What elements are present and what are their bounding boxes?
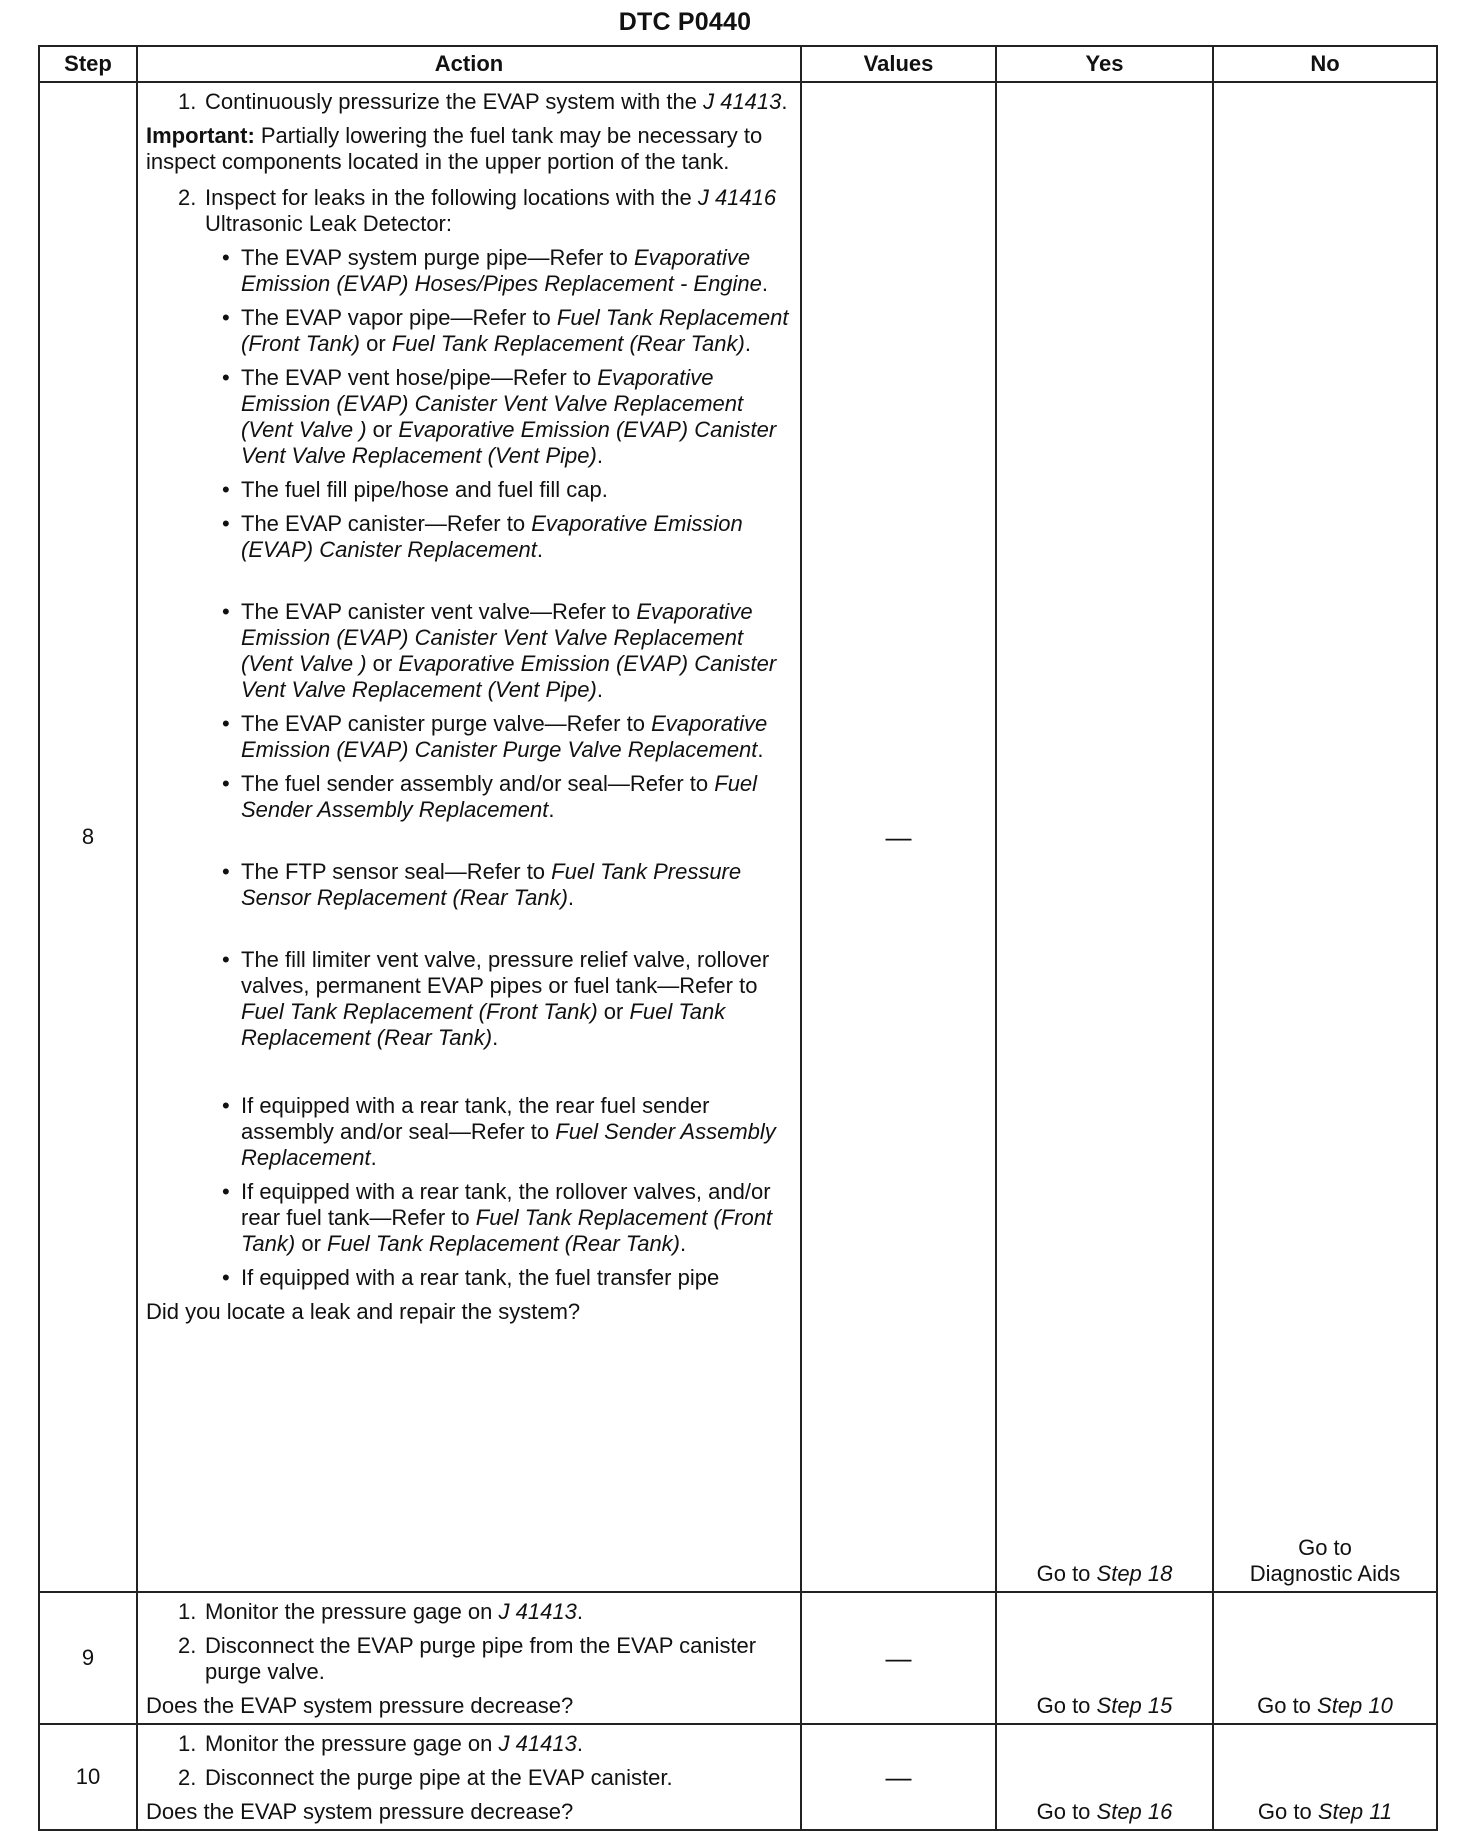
reference-link[interactable]: Fuel Tank Replacement (Front Tank) <box>241 305 789 356</box>
list-item: • The fuel sender assembly and/or seal—Refer to Fuel Sender Assembly Replacement. <box>146 771 792 823</box>
reference-link[interactable]: Evaporative Emission (EVAP) Hoses/Pipes Replacement - Engine <box>241 245 762 296</box>
col-header-action: Action <box>137 46 801 82</box>
col-header-yes: Yes <box>996 46 1213 82</box>
reference-link[interactable]: Fuel Tank Pressure Sensor Replacement (Rear Tank) <box>241 859 742 910</box>
question: Did you locate a leak and repair the system? <box>146 1299 581 1324</box>
reference-link[interactable]: Evaporative Emission (EVAP) Canister Replacement <box>241 511 743 562</box>
reference-link[interactable]: Evaporative Emission (EVAP) Canister Purge Valve Replacement <box>241 711 768 762</box>
col-header-values: Values <box>801 46 996 82</box>
reference-link[interactable]: Fuel Tank Replacement (Rear Tank) <box>327 1231 681 1256</box>
header-row <box>39 46 1437 82</box>
yes-cell <box>996 1592 1213 1724</box>
reference-link[interactable]: Fuel Sender Assembly Replacement <box>241 1119 776 1170</box>
table-row-step-8 <box>39 82 1437 1592</box>
no-cell <box>1213 82 1437 1592</box>
table-row-step-10 <box>39 1724 1437 1830</box>
list-item: • The fill limiter vent valve, pressure relief valve, rollover valves, permanent EVAP pipes or fuel tank—Refer to Fuel Tank Replacement (Front Tank) or Fuel Tank Replacement (Rear Tank). <box>146 947 792 1051</box>
list-item: • If equipped with a rear tank, the fuel transfer pipe <box>146 1265 792 1291</box>
important-note: Important: Partially lowering the fuel tank may be necessary to inspect components located in the upper portion of the tank. <box>146 123 763 174</box>
question: Does the EVAP system pressure decrease? <box>146 1693 574 1718</box>
no-cell <box>1213 1592 1437 1724</box>
yes-action[interactable]: Go to Step 16 <box>1036 1799 1173 1824</box>
values-cell: — <box>801 82 996 1592</box>
yes-cell <box>996 1724 1213 1830</box>
col-header-step: Step <box>39 46 137 82</box>
list-item: • The EVAP system purge pipe—Refer to Evaporative Emission (EVAP) Hoses/Pipes Replacement - Engine. <box>146 245 792 297</box>
reference-link[interactable]: Evaporative Emission (EVAP) Canister Vent Valve Replacement (Vent Valve ) <box>241 599 753 676</box>
list-item: • If equipped with a rear tank, the rear fuel sender assembly and/or seal—Refer to Fuel Sender Assembly Replacement. <box>146 1093 792 1171</box>
table-row-step-9 <box>39 1592 1437 1724</box>
reference-link[interactable]: Fuel Sender Assembly Replacement <box>241 771 758 822</box>
values-cell: — <box>801 1724 996 1830</box>
list-item: • The EVAP vent hose/pipe—Refer to Evaporative Emission (EVAP) Canister Vent Valve Replacement (Vent Valve ) or Evaporative Emission (EVAP) Canister Vent Valve Replacement (Vent Pipe). <box>146 365 792 469</box>
values-cell: — <box>801 1592 996 1724</box>
no-action[interactable]: Go to Step 10 <box>1257 1693 1393 1718</box>
step-number: 10 <box>39 1724 137 1830</box>
list-item: • The EVAP canister purge valve—Refer to Evaporative Emission (EVAP) Canister Purge Valve Replacement. <box>146 711 792 763</box>
list-item: • If equipped with a rear tank, the rollover valves, and/or rear fuel tank—Refer to Fuel Tank Replacement (Front Tank) or Fuel Tank Replacement (Rear Tank). <box>146 1179 792 1257</box>
no-cell <box>1213 1724 1437 1830</box>
yes-action[interactable]: Go to Step 18 <box>1036 1561 1173 1586</box>
reference-link[interactable]: Evaporative Emission (EVAP) Canister Vent Valve Replacement (Vent Pipe) <box>241 417 777 468</box>
list-item: • The EVAP canister vent valve—Refer to Evaporative Emission (EVAP) Canister Vent Valve Replacement (Vent Valve ) or Evaporative Emission (EVAP) Canister Vent Valve Replacement (Vent Pipe). <box>146 599 792 703</box>
col-header-no: No <box>1213 46 1437 82</box>
list-item: • The EVAP canister—Refer to Evaporative Emission (EVAP) Canister Replacement. <box>146 511 792 563</box>
yes-cell <box>996 82 1213 1592</box>
list-item: • The fuel fill pipe/hose and fuel fill cap. <box>146 477 792 503</box>
page-title: DTC P0440 <box>618 8 752 36</box>
step-number: 9 <box>39 1592 137 1724</box>
action-item: 1. Continuously pressurize the EVAP system with the J 41413. <box>178 89 788 114</box>
step-number: 8 <box>39 82 137 1592</box>
action-item: 1. Monitor the pressure gage on J 41413. <box>178 1731 583 1756</box>
reference-link[interactable]: Fuel Tank Replacement (Rear Tank) <box>241 999 726 1050</box>
reference-link[interactable]: Fuel Tank Replacement (Front Tank) <box>241 999 598 1024</box>
action-item: 2. Inspect for leaks in the following locations with the J 41416 Ultrasonic Leak Detector: <box>178 185 777 236</box>
reference-link[interactable]: Fuel Tank Replacement (Front Tank) <box>241 1205 773 1256</box>
no-action[interactable]: Go to Diagnostic Aids <box>1249 1535 1401 1586</box>
diagnostic-table <box>38 45 1438 1831</box>
yes-action[interactable]: Go to Step 15 <box>1036 1693 1173 1718</box>
list-item: • The EVAP vapor pipe—Refer to Fuel Tank Replacement (Front Tank) or Fuel Tank Replacement (Rear Tank). <box>146 305 792 357</box>
question: Does the EVAP system pressure decrease? <box>146 1799 574 1824</box>
action-cell <box>137 1592 801 1724</box>
no-action[interactable]: Go to Step 11 <box>1257 1799 1393 1824</box>
action-cell <box>137 82 801 1592</box>
reference-link[interactable]: Fuel Tank Replacement (Rear Tank) <box>391 331 745 356</box>
reference-link[interactable]: Evaporative Emission (EVAP) Canister Vent Valve Replacement (Vent Pipe) <box>241 651 777 702</box>
action-item: 1. Monitor the pressure gage on J 41413. <box>178 1599 583 1624</box>
list-item: • The FTP sensor seal—Refer to Fuel Tank Pressure Sensor Replacement (Rear Tank). <box>146 859 792 911</box>
action-item: 2. Disconnect the EVAP purge pipe from the EVAP canister purge valve. <box>178 1633 757 1684</box>
reference-link[interactable]: Evaporative Emission (EVAP) Canister Vent Valve Replacement (Vent Valve ) <box>241 365 744 442</box>
action-cell <box>137 1724 801 1830</box>
action-item: 2. Disconnect the purge pipe at the EVAP canister. <box>178 1765 673 1790</box>
